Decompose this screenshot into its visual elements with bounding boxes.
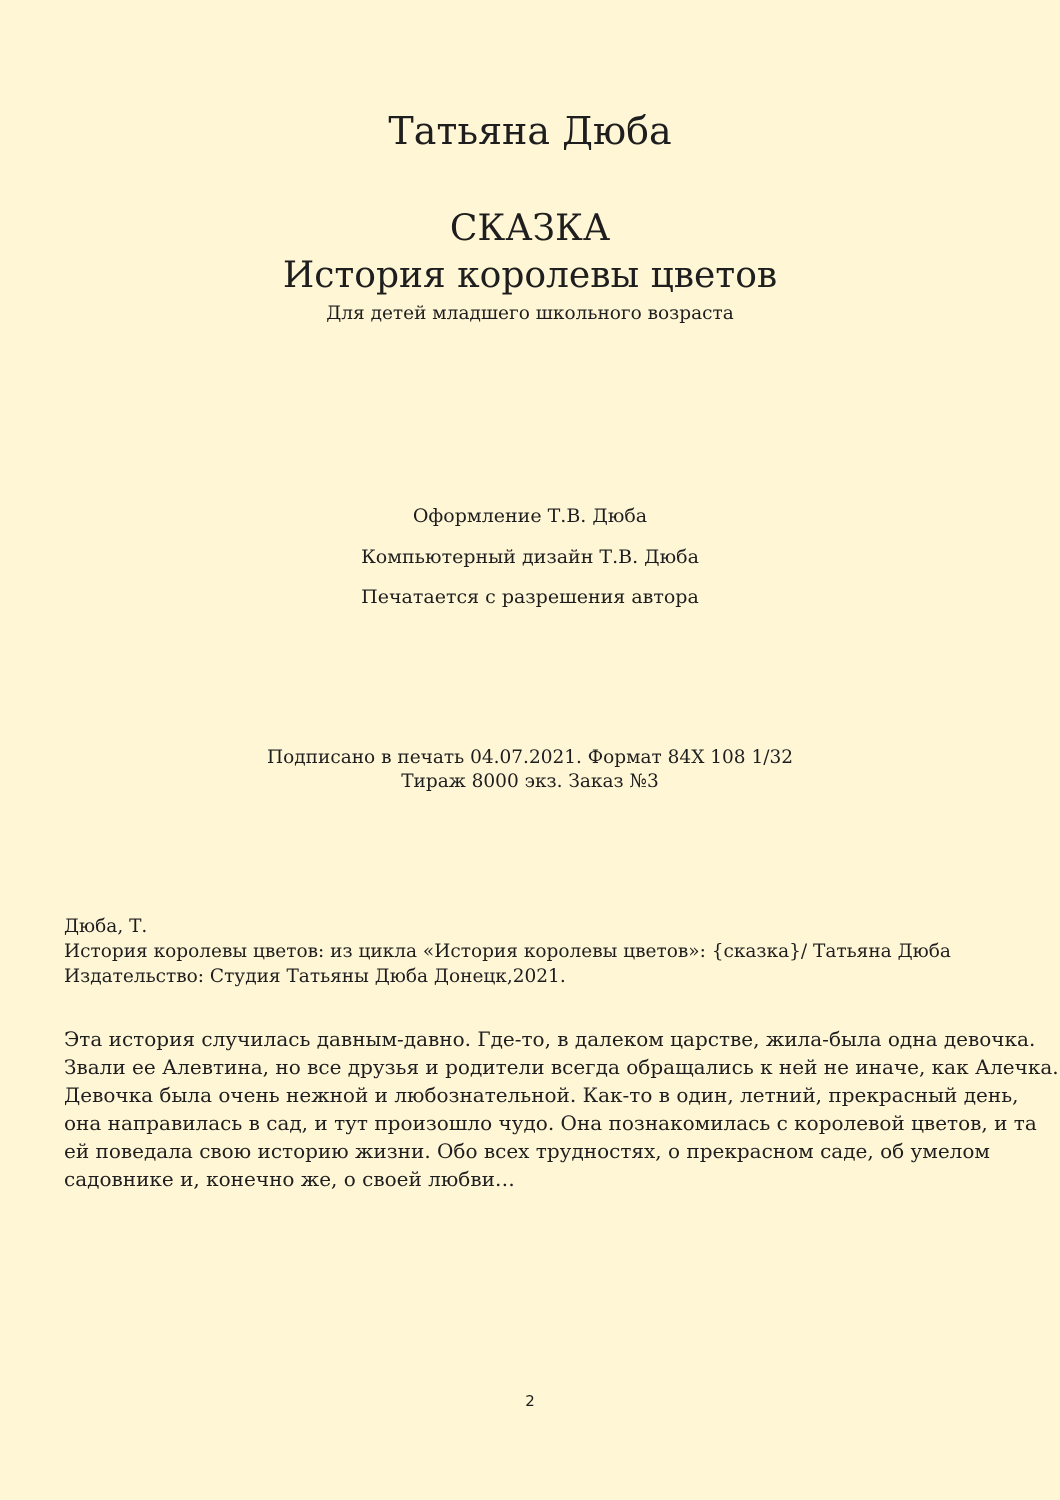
summary-line: она направилась в сад, и тут произошло чудо. Она познакомилась с королевой цветов, и та [64, 1111, 1037, 1135]
print-details: Подписано в печать 04.07.2021. Формат 84Х 108 1/32 [267, 747, 793, 768]
summary-line: Девочка была очень нежной и любознательной. Как-то в один, летний, прекрасный день, [64, 1083, 1019, 1107]
bibliography-author: Дюба, Т. [64, 916, 148, 937]
credit-design: Оформление Т.В. Дюба [412, 505, 648, 527]
summary-line: садовнике и, конечно же, о своей любви… [64, 1167, 515, 1191]
summary-line: Звали ее Алевтина, но все друзья и родители всегда обращались к ней не иначе, как Алечка. [64, 1055, 1059, 1079]
audience-label: Для детей младшего школьного возраста [326, 303, 734, 324]
credit-permission: Печатается с разрешения автора [361, 586, 699, 608]
author-name: Татьяна Дюба [388, 109, 672, 153]
bibliography-title: История королевы цветов: из цикла «История королевы цветов»: {сказка}/ Татьяна Дюба [64, 941, 951, 962]
story-summary [64, 1025, 1059, 1193]
page-number: 2 [525, 1392, 535, 1410]
summary-line: ей поведала свою историю жизни. Обо всех трудностях, о прекрасном саде, об умелом [64, 1139, 990, 1163]
credit-computer-design: Компьютерный дизайн Т.В. Дюба [361, 546, 699, 568]
print-run: Тираж 8000 экз. Заказ №3 [401, 771, 659, 792]
bibliography-publisher: Издательство: Студия Татьяны Дюба Донецк,2021. [64, 966, 566, 987]
genre-label: СКАЗКА [449, 208, 611, 249]
book-title: История королевы цветов [282, 255, 778, 296]
summary-line: Эта история случилась давным-давно. Где-то, в далеком царстве, жила-была одна девочка. [64, 1027, 1036, 1051]
